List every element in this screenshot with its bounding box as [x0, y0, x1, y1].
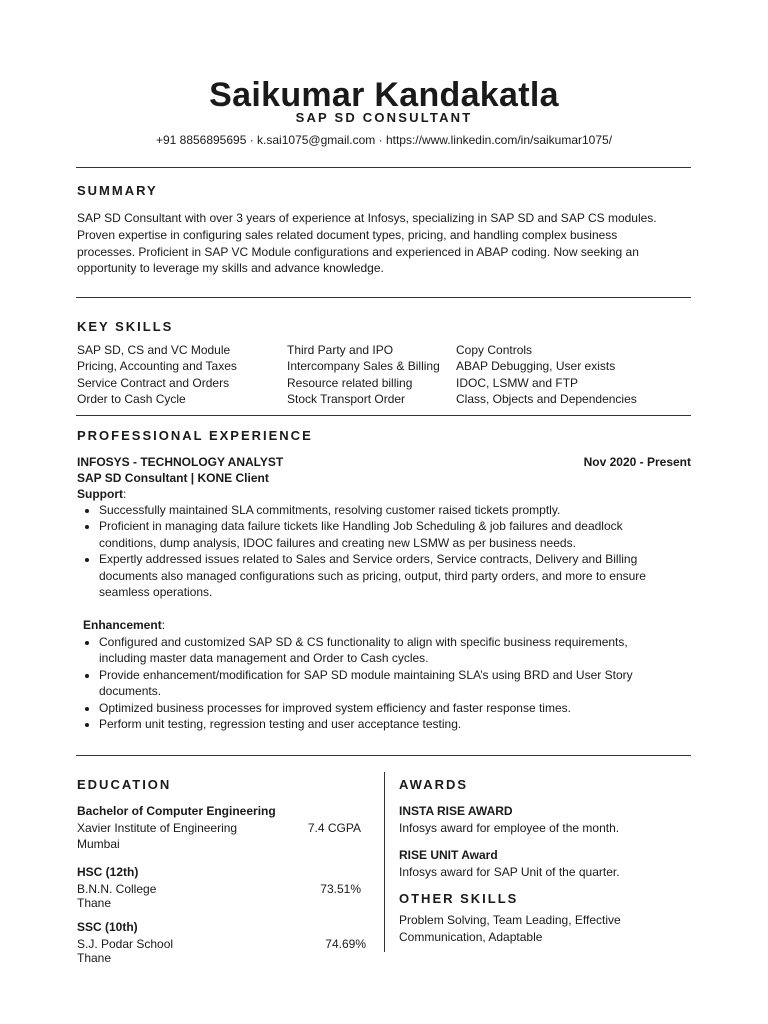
education-degree: SSC (10th)	[77, 920, 138, 934]
enhancement-list	[77, 634, 675, 732]
education-location: Mumbai	[77, 837, 120, 851]
list-item: • Successfully maintained SLA commitments, resolving customer raised tickets promptly.	[99, 502, 675, 518]
awards-heading: AWARDS	[399, 777, 469, 792]
summary-line: processes. Proficient in SAP VC Module configurations and experienced in ABAP coding. Now seeking an	[77, 244, 639, 259]
skills-heading: KEY SKILLS	[77, 319, 174, 334]
skill-item: ABAP Debugging, User exists	[456, 359, 616, 374]
skill-item: Intercompany Sales & Billing	[287, 359, 440, 374]
skills-column-3	[456, 342, 637, 408]
education-school: S.J. Podar School	[77, 937, 174, 951]
summary-line: opportunity to leverage my skills and advance knowledge.	[77, 261, 384, 276]
resume-title: SAP SD CONSULTANT	[295, 110, 473, 125]
list-item: • Provide enhancement/modification for SAP SD module maintaining SLA’s using BRD and User Story documents.	[99, 667, 675, 700]
divider	[76, 167, 691, 168]
contact-line: +91 8856895695 · k.sai1075@gmail.com · https://www.linkedin.com/in/saikumar1075/	[155, 133, 613, 147]
summary-text	[77, 210, 695, 277]
divider	[76, 755, 691, 756]
summary-heading: SUMMARY	[77, 183, 158, 198]
list-item: • Perform unit testing, regression testing and user acceptance testing.	[99, 716, 675, 732]
skill-item: Pricing, Accounting and Taxes	[77, 359, 237, 374]
skill-item: SAP SD, CS and VC Module	[77, 343, 231, 357]
role-title: SAP SD Consultant | KONE Client	[77, 471, 269, 485]
other-skills-line: Communication, Adaptable	[399, 929, 543, 944]
other-skills-text	[399, 912, 621, 945]
experience-dates: Nov 2020 - Present	[583, 455, 691, 469]
skill-item: Order to Cash Cycle	[77, 392, 186, 407]
resume-name: Saikumar Kandakatla	[209, 76, 559, 114]
skill-item: Resource related billing	[287, 375, 413, 390]
education-location: Thane	[77, 951, 112, 965]
education-location: Thane	[77, 896, 112, 910]
skill-item: Copy Controls	[456, 343, 533, 357]
experience-heading: PROFESSIONAL EXPERIENCE	[77, 428, 313, 443]
education-school: Xavier Institute of Engineering	[77, 821, 238, 835]
skill-item: Stock Transport Order	[287, 392, 406, 407]
education-heading: EDUCATION	[77, 777, 172, 792]
support-label-text: Support	[77, 487, 123, 501]
education-degree: HSC (12th)	[77, 865, 139, 879]
enhancement-label: Enhancement:	[83, 618, 166, 632]
support-label: Support:	[77, 487, 127, 501]
list-item: • Expertly addressed issues related to Sales and Service orders, Service contracts, Delivery and Billing documents also managed configurations such as pricing, output, third party orders, and more to ensure seamless operations.	[99, 551, 675, 600]
skill-item: Class, Objects and Dependencies	[456, 392, 637, 407]
other-skills-line: Problem Solving, Team Leading, Effective	[399, 913, 621, 927]
skills-column-2	[287, 342, 440, 408]
column-divider	[384, 772, 385, 952]
support-list	[77, 502, 675, 600]
summary-line: Proven expertise in configuring sales related document types, pricing, and handling complex business	[77, 227, 618, 242]
award-description: Infosys award for SAP Unit of the quarter.	[399, 865, 620, 879]
list-item: • Proficient in managing data failure tickets like Handling Job Scheduling & job failures and deadlock conditions, dump analysis, IDOC failures and creating new LSMW as per business needs.	[99, 518, 675, 551]
education-score: 73.51%	[320, 882, 361, 896]
list-item: • Optimized business processes for improved system efficiency and faster response times.	[99, 700, 675, 716]
other-skills-heading: OTHER SKILLS	[399, 891, 519, 906]
divider	[76, 415, 691, 416]
summary-line: SAP SD Consultant with over 3 years of experience at Infosys, specializing in SAP SD and SAP CS modules.	[77, 211, 657, 225]
education-school: B.N.N. College	[77, 882, 157, 896]
education-score: 7.4 CGPA	[307, 821, 361, 835]
divider	[76, 297, 691, 298]
skill-item: Third Party and IPO	[287, 343, 394, 357]
award-description: Infosys award for employee of the month.	[399, 821, 620, 835]
skill-item: IDOC, LSMW and FTP	[456, 375, 579, 390]
skill-item: Service Contract and Orders	[77, 375, 230, 390]
award-title: RISE UNIT Award	[399, 848, 498, 862]
award-title: INSTA RISE AWARD	[399, 804, 513, 818]
education-degree: Bachelor of Computer Engineering	[77, 804, 276, 818]
education-score: 74.69%	[325, 937, 366, 951]
company-title: INFOSYS - TECHNOLOGY ANALYST	[77, 455, 284, 469]
enhancement-label-text: Enhancement	[83, 618, 162, 632]
list-item: • Configured and customized SAP SD & CS functionality to align with specific business requirements, including master data management and Order to Cash cycles.	[99, 634, 675, 667]
skills-column-1	[77, 342, 237, 408]
